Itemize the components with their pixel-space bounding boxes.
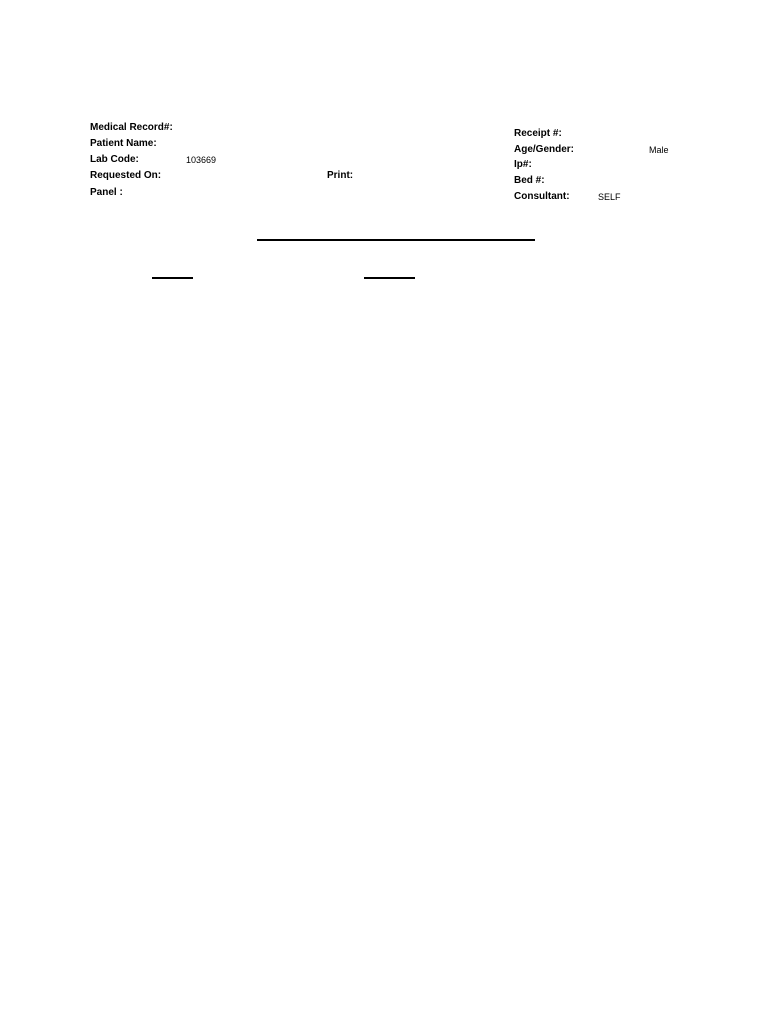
print-label: Print: <box>327 170 354 181</box>
panel-label: Panel : <box>90 187 123 198</box>
ip-label: Ip#: <box>514 159 532 170</box>
patient-name-label: Patient Name: <box>90 138 157 149</box>
consultant-value: SELF <box>598 192 621 202</box>
lab-code-label: Lab Code: <box>90 154 139 165</box>
column-underline-left <box>152 277 193 279</box>
lab-code-value: 103669 <box>186 155 217 165</box>
bed-label: Bed #: <box>514 175 545 186</box>
header-divider-line <box>257 239 535 241</box>
medical-record-label: Medical Record#: <box>90 122 173 133</box>
column-underline-right <box>364 277 415 279</box>
age-gender-label: Age/Gender: <box>514 144 575 155</box>
requested-on-label: Requested On: <box>90 170 162 181</box>
receipt-label: Receipt #: <box>514 128 562 139</box>
consultant-label: Consultant: <box>514 191 570 202</box>
age-gender-value: Male <box>649 145 669 155</box>
